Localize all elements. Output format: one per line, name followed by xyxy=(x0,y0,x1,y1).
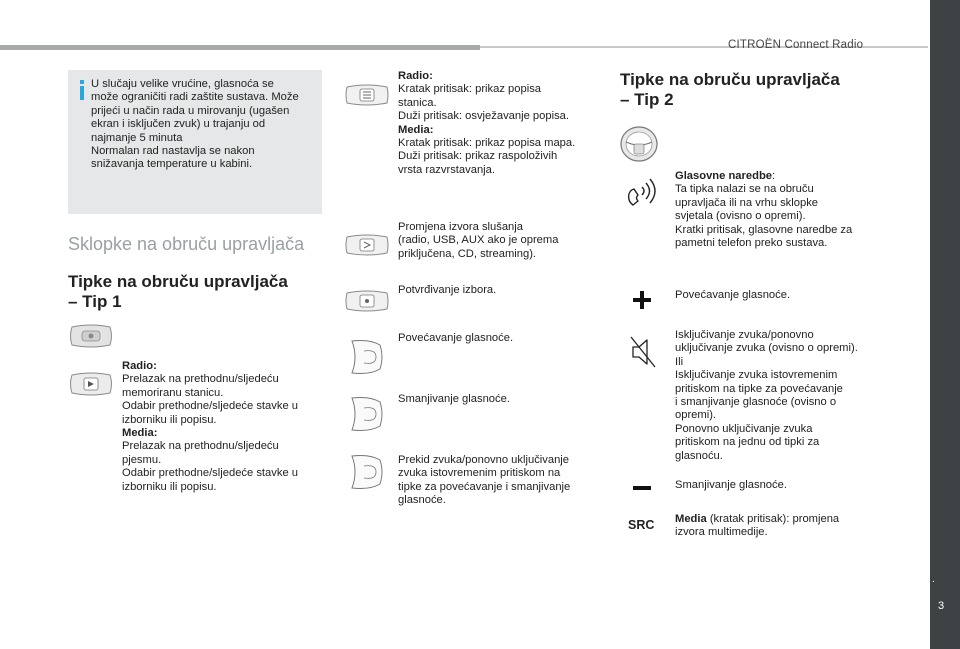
desc-line: svjetala (ovisno o opremi). xyxy=(675,210,806,223)
desc-line: Isključivanje zvuka istovremenim xyxy=(675,369,838,382)
desc-line: izborniku ili popisu. xyxy=(122,480,217,493)
type2-volume-down-text xyxy=(675,479,875,492)
type1-title xyxy=(68,272,288,312)
plus-icon xyxy=(631,289,653,311)
page-number: 3 xyxy=(937,600,945,612)
brand-title: CITROËN Connect Radio xyxy=(728,39,864,51)
info-icon xyxy=(79,80,85,100)
volume-up-paddle-icon xyxy=(346,337,386,377)
note-line: najmanje 5 minuta xyxy=(91,131,183,144)
type1-title-line2: – Tip 1 xyxy=(68,292,122,311)
desc-line: tipke za povećavanje i smanjivanje xyxy=(398,480,571,493)
steering-control-icon xyxy=(68,323,114,349)
end-mark: . xyxy=(932,574,935,585)
src-desc: (kratak pritisak): promjena xyxy=(706,513,840,525)
volume-down-paddle-icon xyxy=(346,394,386,434)
desc-line: pjesmu. xyxy=(122,453,162,466)
voice-command-text xyxy=(675,170,875,250)
desc-line: Promjena izvora slušanja xyxy=(398,221,523,233)
note-line: U slučaju velike vrućine, glasnoća se xyxy=(91,78,274,90)
note-line: Normalan rad nastavlja se nakon xyxy=(91,145,255,158)
header-rule xyxy=(0,45,480,50)
desc-line: Ta tipka nalazi se na obruču xyxy=(675,183,814,196)
type1-title-line1: Tipke na obruču upravljača xyxy=(68,272,288,291)
desc-line: i smanjivanje glasnoće (ovisno o xyxy=(675,396,837,409)
section-title: Sklopke na obruču upravljača xyxy=(68,234,305,254)
voice-suffix: : xyxy=(772,170,776,182)
source-button-icon xyxy=(344,232,390,258)
confirm-text xyxy=(398,284,598,297)
desc-line: pametni telefon preko sustava. xyxy=(675,237,828,250)
volume-up-text xyxy=(398,332,598,345)
note-line: ekran i isključen zvuk) u trajanju od xyxy=(91,118,266,131)
source-change-text xyxy=(398,221,598,261)
desc-line: upravljača ili na vrhu sklopke xyxy=(675,196,819,209)
steering-scroll-icon xyxy=(68,371,114,397)
desc-line: Kratki pritisak, glasovne naredbe za xyxy=(675,223,853,236)
desc-line: Potvrđivanje izbora. xyxy=(398,284,497,296)
type2-volume-up-text xyxy=(675,289,875,302)
desc-line: Duži pritisak: prikaz raspoloživih xyxy=(398,150,558,163)
voice-label: Glasovne naredbe xyxy=(675,170,772,182)
desc-line: Kratak pritisak: prikaz popisa mapa. xyxy=(398,137,576,150)
list-button-icon xyxy=(344,82,390,108)
media-label: Media: xyxy=(398,123,434,136)
confirm-button-icon xyxy=(344,288,390,314)
mute-text xyxy=(398,454,598,508)
desc-line: (radio, USB, AUX ako je oprema xyxy=(398,234,559,247)
desc-line: izborniku ili popisu. xyxy=(122,413,217,426)
desc-line: pritiskom na tipke za povećavanje xyxy=(675,382,843,395)
mute-icon xyxy=(629,335,657,369)
desc-line: Duži pritisak: osvježavanje popisa. xyxy=(398,110,570,123)
radio-label: Radio: xyxy=(398,70,433,82)
note-line: prijeći u način rada u mirovanju (ugašen xyxy=(91,104,290,117)
steering-wheel-icon xyxy=(618,124,660,164)
type2-title xyxy=(620,70,840,110)
desc-line: glasnoću. xyxy=(675,449,723,462)
desc-line: izvora multimedije. xyxy=(675,526,768,539)
src-media-label: Media xyxy=(675,513,707,525)
type2-mute-text xyxy=(675,329,880,463)
desc-line: priključena, CD, streaming). xyxy=(398,247,537,260)
desc-line: Isključivanje zvuka/ponovno xyxy=(675,329,814,341)
volume-down-text xyxy=(398,393,598,406)
type2-title-line1: Tipke na obruču upravljača xyxy=(620,70,840,89)
type1-radio-media-text xyxy=(122,360,322,494)
type2-title-line2: – Tip 2 xyxy=(620,90,674,109)
voice-command-icon xyxy=(624,177,660,207)
desc-line: zvuka istovremenim pritiskom na xyxy=(398,467,561,480)
desc-line: vrsta razvrstavanja. xyxy=(398,163,495,176)
desc-line: Prelazak na prethodnu/sljedeću xyxy=(122,373,279,386)
media-label: Media: xyxy=(122,427,158,440)
middle-radio-media-text xyxy=(398,70,598,177)
desc-line: Ponovno uključivanje zvuka xyxy=(675,422,813,435)
src-key-label: SRC xyxy=(628,518,655,532)
desc-line: pritiskom na jednu od tipki za xyxy=(675,436,820,449)
radio-label: Radio: xyxy=(122,360,157,372)
note-text xyxy=(91,78,316,172)
desc-line: uključivanje zvuka (ovisno o opremi). xyxy=(675,342,858,355)
note-line: snižavanja temperature u kabini. xyxy=(91,158,253,171)
desc-line: Prekid zvuka/ponovno uključivanje xyxy=(398,454,570,466)
note-line: može ograničiti radi zaštite sustava. Može xyxy=(91,91,299,104)
desc-line: Povećavanje glasnoće. xyxy=(398,332,514,344)
desc-line: glasnoće. xyxy=(398,494,446,507)
desc-line: Prelazak na prethodnu/sljedeću xyxy=(122,440,279,453)
desc-line: memoriranu stanicu. xyxy=(122,386,224,399)
desc-line: Smanjivanje glasnoće. xyxy=(675,479,787,491)
desc-line: Kratak pritisak: prikaz popisa xyxy=(398,83,542,96)
desc-line: Povećavanje glasnoće. xyxy=(675,289,791,301)
desc-line: Odabir prethodne/sljedeće stavke u xyxy=(122,467,299,480)
mute-paddle-icon xyxy=(346,452,386,492)
desc-line: Ili xyxy=(675,355,684,368)
minus-icon xyxy=(631,484,653,492)
src-text xyxy=(675,513,875,540)
desc-line: opremi). xyxy=(675,409,717,422)
side-strip xyxy=(930,0,960,649)
desc-line: Smanjivanje glasnoće. xyxy=(398,393,510,405)
desc-line: Odabir prethodne/sljedeće stavke u xyxy=(122,400,299,413)
desc-line: stanica. xyxy=(398,96,437,109)
